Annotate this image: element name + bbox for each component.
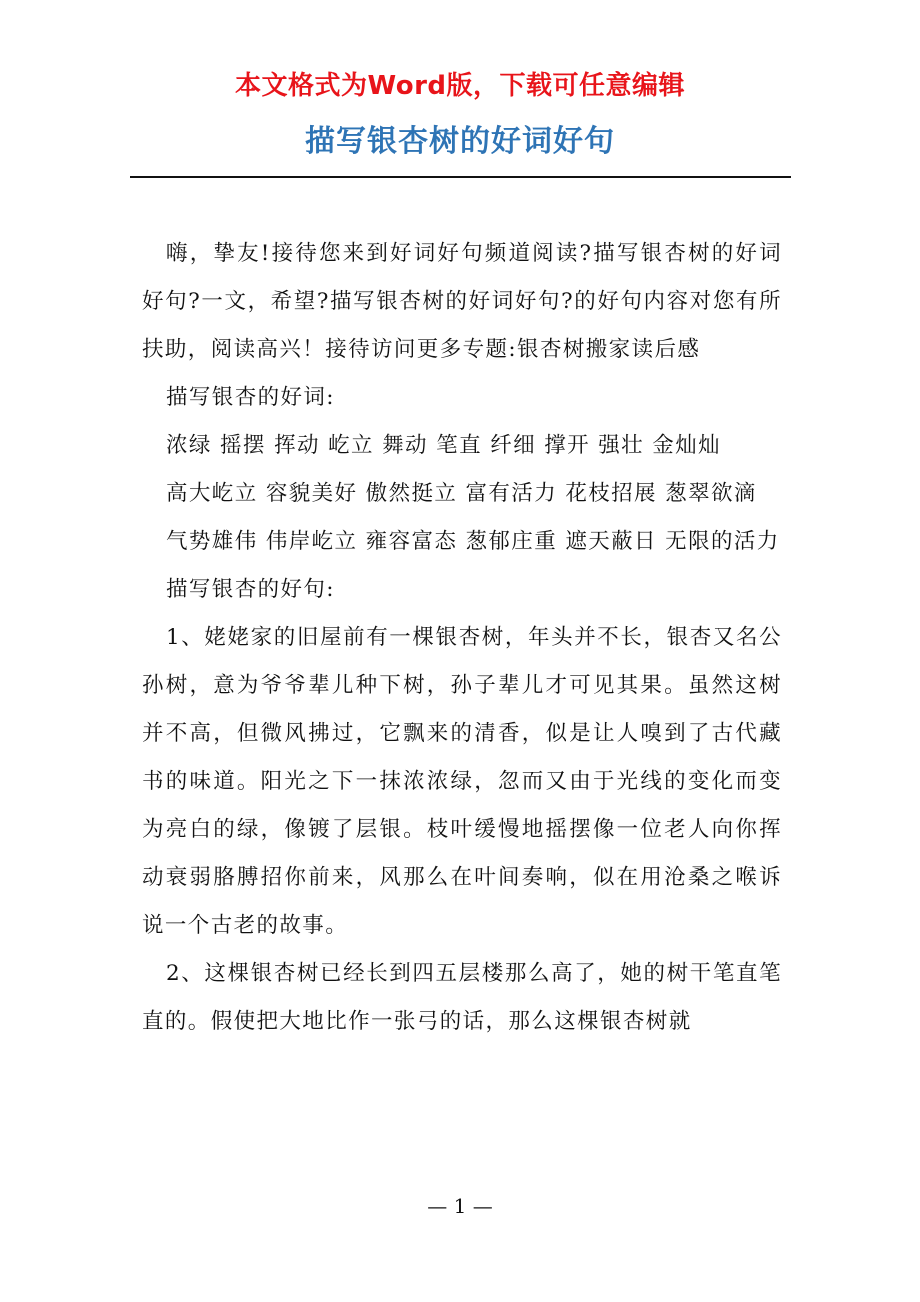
words-heading: 描写银杏的好词: xyxy=(166,385,335,410)
sentences-heading: 描写银杏的好句: xyxy=(166,577,335,602)
intro-paragraph: 嗨，挚友!接待您来到好词好句频道阅读?描写银杏树的好词好句?一文，希望?描写银杏树的好词好句?的好句内容对您有所扶助，阅读高兴！接待访问更多专题:银杏树搬家读后感 xyxy=(142,241,782,362)
word-list-line: 高大屹立 容貌美好 傲然挺立 富有活力 花枝招展 葱翠欲滴 xyxy=(166,481,757,506)
page-number: — 1 — xyxy=(427,1194,493,1218)
word-list-line: 气势雄伟 伟岸屹立 雍容富态 葱郁庄重 遮天蔽日 无限的活力 xyxy=(166,529,780,554)
sentence-paragraph: 1、姥姥家的旧屋前有一棵银杏树，年头并不长，银杏又名公孙树，意为爷爷辈儿种下树，孙子辈儿才可见其果。虽然这树并不高，但微风拂过，它飘来的清香，似是让人嗅到了古代藏书的味道。阳光之下一抹浓浓绿，忽而又由于光线的变化而变为亮白的绿，像镀了层银。枝叶缓慢地摇摆像一位老人向你挥动衰弱胳膊招你前来，风那么在叶间奏响，似在用沧桑之喉诉说一个古老的故事。 xyxy=(142,625,782,938)
title-divider xyxy=(130,176,791,178)
format-notice-banner: 本文格式为Word版，下载可任意编辑 xyxy=(234,71,686,101)
sentence-paragraph: 2、这棵银杏树已经长到四五层楼那么高了，她的树干笔直笔直的。假使把大地比作一张弓的话，那么这棵银杏树就 xyxy=(142,961,782,1034)
document-title: 描写银杏树的好词好句 xyxy=(305,124,615,159)
word-list-line: 浓绿 摇摆 挥动 屹立 舞动 笔直 纤细 撑开 强壮 金灿灿 xyxy=(166,433,722,458)
document-body xyxy=(142,230,782,1046)
